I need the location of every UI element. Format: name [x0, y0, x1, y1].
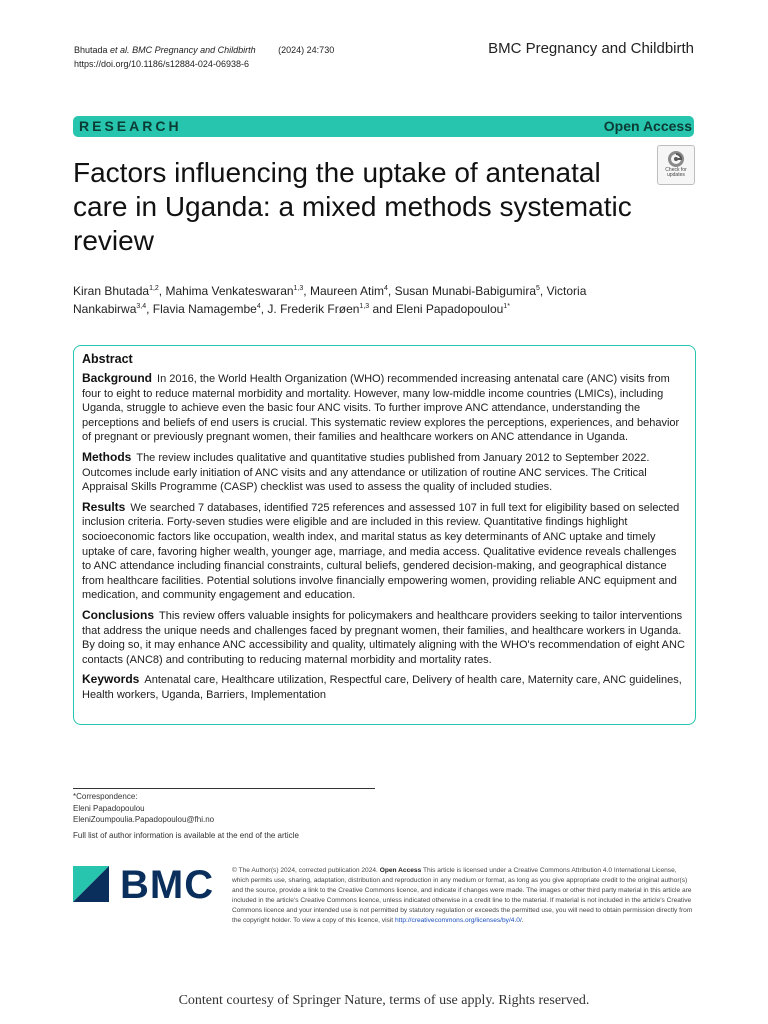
correspondence-name: Eleni Papadopoulou	[73, 803, 145, 813]
abstract-section-text: We searched 7 databases, identified 725 references and assessed 107 in full text for eligibility based on selected inclusion criteria. Forty-seven studies were eligible and are included in this review. Quantitative findings highlight socioeconomic factors like occupation, wealth index, and marital status as key determinants of ANC uptake and timely uptake of care, favoring higher wealth, younger age, marriage, and media access. Qualitative evidence reveals challenges to ANC attendance including financial constraints, cultural beliefs, gendered decision-making, and geographical distance from healthcare facilities. Potential solutions involve financially empowering women, providing reliable ANC equipment and medication, and community engagement and education.	[82, 501, 680, 602]
abstract-section-label: Conclusions	[82, 607, 155, 622]
abstract-heading: Abstract	[82, 352, 133, 366]
abstract-results	[82, 500, 687, 603]
author-affiliation: 4	[256, 303, 261, 310]
doi-link[interactable]: https://doi.org/10.1186/s12884-024-06938-6	[74, 59, 249, 69]
correspondence-label: *Correspondence:	[73, 792, 138, 801]
author-info-note: Full list of author information is available at the end of the article	[73, 831, 299, 840]
section-label: RESEARCH	[79, 118, 182, 134]
abstract-section-label: Results	[82, 499, 126, 514]
author-affiliation: 1,2	[149, 285, 159, 292]
check-for-updates-button[interactable]	[657, 145, 695, 185]
author-affiliation: 4	[384, 285, 388, 292]
author-separator: ,	[539, 284, 547, 298]
check-for-updates-text: Check for updates	[665, 167, 687, 178]
author-separator: ,	[260, 302, 268, 316]
article-title: Factors influencing the uptake of antenatal care in Uganda: a mixed methods systematic review	[73, 157, 632, 256]
correspondence-block	[73, 791, 214, 826]
author-separator: ,	[303, 284, 310, 298]
abstract-methods	[82, 450, 687, 495]
author-name[interactable]: Maureen Atim	[309, 284, 384, 298]
check-for-updates-icon	[667, 150, 685, 168]
author-name[interactable]: Susan Munabi-Babigumira	[394, 284, 536, 298]
author-list	[73, 282, 683, 318]
author-name[interactable]: Victoria Nankabirwa	[73, 284, 587, 316]
abstract-section-label: Keywords	[82, 672, 140, 687]
author-affiliation: 1*	[503, 303, 510, 310]
author-name[interactable]: Eleni Papadopoulou	[395, 302, 504, 316]
bmc-logo-mark-icon	[73, 866, 113, 902]
bmc-logo-text: BMC	[120, 863, 215, 907]
author-separator: and	[369, 302, 396, 316]
license-text	[232, 866, 694, 926]
author-name[interactable]: Flavia Namagembe	[152, 302, 257, 316]
abstract-section-text: The review includes qualitative and quantitative studies published from January 2012 to September 2022. Outcomes include early initiation of ANC visits and any attendance or utilization of routine ANC services. The Critical Appraisal Skills Programme (CASP) checklist was used to assess the quality of included studies.	[82, 451, 650, 494]
author-separator: ,	[387, 284, 395, 298]
author-affiliation: 1,3	[293, 285, 304, 292]
abstract-section-label: Methods	[82, 449, 132, 464]
footnote-divider	[73, 788, 375, 789]
correspondence-email[interactable]: EleniZoumpoulia.Papadopoulou@fhi.no	[73, 815, 215, 824]
author-separator: ,	[158, 284, 166, 298]
abstract-box	[73, 345, 696, 725]
citation-authors: Bhutada	[74, 45, 108, 55]
abstract-background	[82, 371, 687, 445]
author-separator: ,	[146, 302, 153, 316]
abstract-section-label: Background	[82, 371, 153, 385]
author-name[interactable]: Kiran Bhutada	[73, 284, 150, 298]
journal-name: BMC Pregnancy and Childbirth	[488, 40, 694, 57]
author-affiliation: 5	[536, 285, 540, 292]
license-body: This article is licensed under a Creative Commons Attribution 4.0 International License, which permits use, sharing, adaptation, distribution and reproduction in any medium or format, as long as you give appropriate credit to the original author(s) and the source, provide a link to the Creative Commons licence, and indicate if changes were made. The images or other third party material in this article are included in the article's Creative Commons licence, unless indicated otherwise in a credit line to the material. If material is not included in the article's Creative Commons licence and your intended use is not permitted by statutory regulation or exceeds the permitted use, you will need to obtain permission directly from the copyright holder. To view a copy of this licence, visit	[232, 867, 693, 924]
author-name[interactable]: Mahima Venkateswaran	[165, 284, 294, 298]
citation-year-volume: (2024) 24:730	[278, 45, 335, 55]
citation-block	[74, 43, 334, 71]
citation-etal: et al.	[110, 45, 130, 55]
author-affiliation: 1,3	[359, 303, 370, 310]
license-open-access: Open Access	[379, 867, 422, 874]
license-end: .	[521, 917, 524, 924]
license-lead: © The Author(s) 2024, corrected publication 2024.	[232, 867, 378, 874]
author-name[interactable]: J. Frederik Frøen	[267, 302, 360, 316]
author-affiliation: 3,4	[136, 303, 147, 310]
open-access-label: Open Access	[603, 118, 692, 134]
abstract-section-text: This review offers valuable insights for policymakers and healthcare providers seeking to tailor interventions that address the unique needs and challenges faced by pregnant women, their families, and healthcare workers in Uganda. By doing so, it may enhance ANC accessibility and quality, ultimately aligning with the WHO's recommendation of eight ANC contacts (ANC8) and contributing to reducing maternal morbidity and mortality rates.	[82, 609, 685, 666]
citation-journal: BMC Pregnancy and Childbirth	[132, 45, 256, 55]
abstract-section-text: Antenatal care, Healthcare utilization, Respectful care, Delivery of health care, Maternity care, ANC guidelines, Health workers, Uganda, Barriers, Implementation	[82, 674, 682, 701]
abstract-section-text: In 2016, the World Health Organization (WHO) recommended increasing antenatal care (ANC) visits from four to eight to reduce maternal morbidity and mortality. However, many low-middle income countries (LMICs), including Uganda, struggle to achieve even the basic four ANC visits. To further improve ANC attendance, understanding the perceptions and beliefs of end users is crucial. This systematic review explores the perceptions, experiences, and behavior of pregnant or previously pregnant women, their families and healthcare workers on ANC attendance in Uganda.	[82, 373, 680, 444]
citation-line	[74, 43, 334, 57]
page-footer: Content courtesy of Springer Nature, terms of use apply. Rights reserved.	[178, 993, 590, 1008]
abstract-keywords	[82, 672, 687, 702]
license-link[interactable]: http://creativecommons.org/licenses/by/4.0/	[394, 917, 522, 924]
abstract-conclusions	[82, 608, 687, 667]
